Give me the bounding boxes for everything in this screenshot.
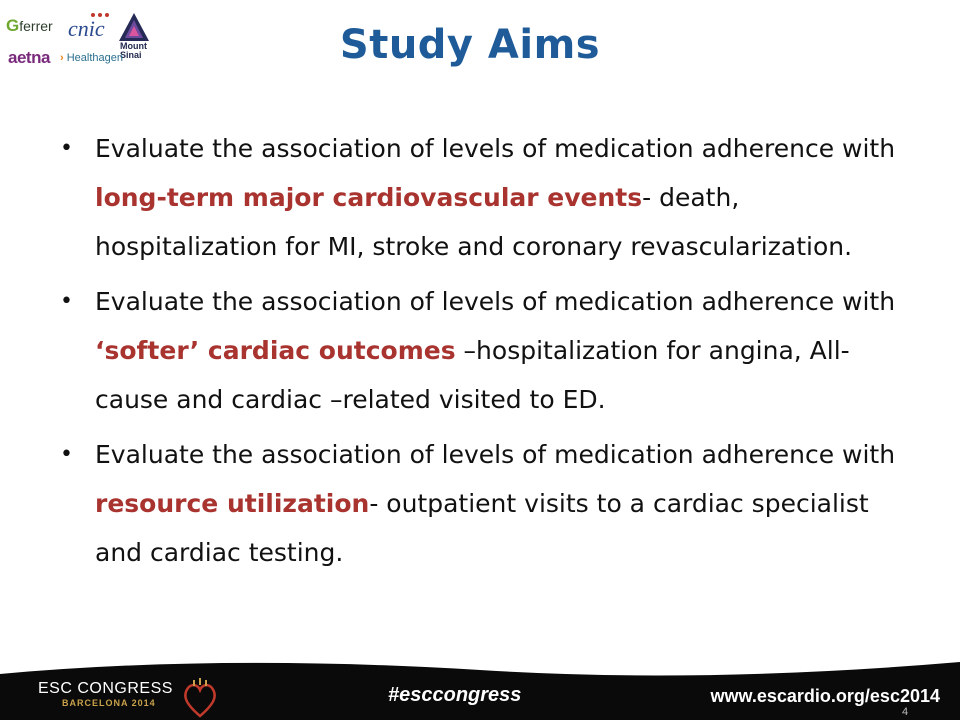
- bullet-item: • Evaluate the association of levels of medication adherence with ‘softer’ cardiac outcomes –hospitalization for angina, All-cause and cardiac –related visited to ED.: [60, 277, 900, 424]
- bullet-item: • Evaluate the association of levels of medication adherence with long-term major cardiovascular events- death, hospitalization for MI, stroke and coronary revascularization.: [60, 124, 900, 271]
- bullet-dot-icon: •: [60, 136, 73, 161]
- aetna-logo: aetna: [8, 48, 50, 67]
- highlight-text: long-term major cardiovascular events: [95, 183, 643, 212]
- page-number: 4: [902, 706, 909, 718]
- highlight-text: resource utilization: [95, 489, 370, 518]
- congress-location: BARCELONA 2014: [62, 698, 156, 708]
- slide-title: Study Aims: [339, 22, 601, 68]
- highlight-text: ‘softer’ cardiac outcomes: [95, 336, 456, 365]
- footer-wave-shape: [0, 640, 960, 680]
- bullet-list: [60, 124, 900, 577]
- bullet-item: • Evaluate the association of levels of medication adherence with resource utilization- outpatient visits to a cardiac specialist and cardiac testing.: [60, 430, 900, 577]
- esc-congress-logo: ESC CONGRESS: [38, 680, 173, 697]
- bullet-dot-icon: •: [60, 289, 73, 314]
- cnic-logo: cnic: [68, 16, 105, 41]
- mount-sinai-logo: Mount Sinai: [120, 41, 147, 60]
- chevron-right-icon: ›: [60, 52, 64, 64]
- esc-heart-emblem-icon: [180, 676, 220, 720]
- congress-url[interactable]: www.escardio.org/esc2014: [710, 686, 940, 706]
- ferrer-logo: Gferrer: [6, 16, 53, 35]
- healthagen-logo: › Healthagen: [60, 52, 124, 64]
- ferrer-g-icon: G: [6, 16, 20, 35]
- hashtag: #esccongress: [388, 684, 522, 706]
- bullet-dot-icon: •: [60, 442, 73, 467]
